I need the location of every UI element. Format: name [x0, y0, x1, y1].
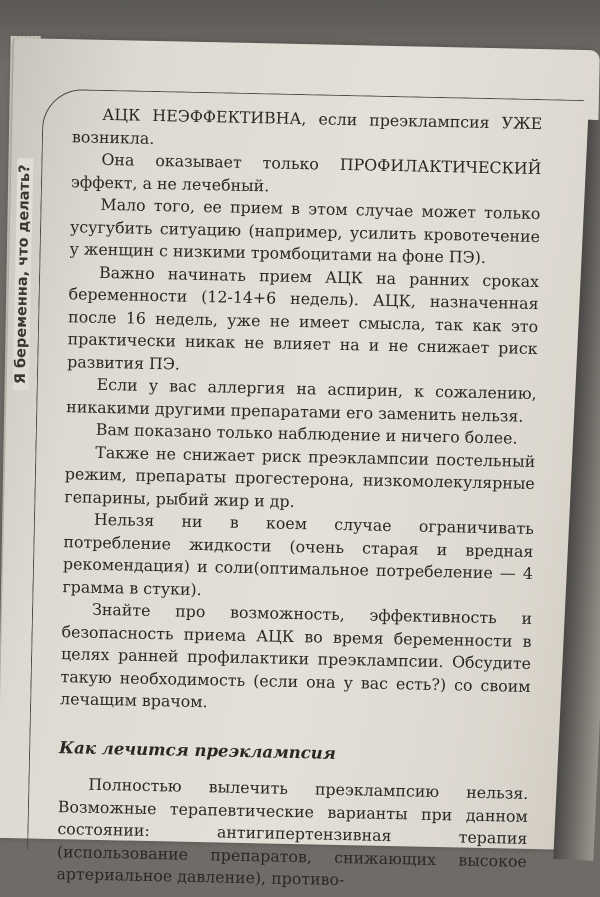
- paragraph: Если у вас аллергия на аспирин, к сожалению, никакими другими препаратами его заменить нельзя.: [66, 374, 537, 426]
- paragraph: Также не снижает риск преэклампсии постельный режим, препараты прогестерона, низкомолекулярные гепарины, рыбий жир и др.: [64, 442, 536, 511]
- paragraph: АЦК НЕЭФФЕКТИВНА, если преэклампсия УЖЕ возникла.: [71, 104, 543, 148]
- book-page: [0, 38, 600, 890]
- running-head: Я беременна, что делать?: [13, 158, 34, 390]
- paragraph: Важно начинать прием АЦК на ранних сроках беременности (12-14+6 недель). АЦК, назначенная после 16 недель, уже не имеет смысла, так как это практически никак не влияет на и не снижает риск развития ПЭ.: [67, 262, 540, 374]
- paragraph: Знайте про возможность, эффективность и безопасность приема АЦК во время беременности в целях ранней профилактики преэклампсии. Обсудите такую необходимость (если она у вас есть?) со своим лечащим врачом.: [59, 599, 533, 712]
- paragraph: Вам показано только наблюдение и ничего более.: [95, 419, 518, 448]
- section-heading: Как лечится преэклампсия: [58, 737, 337, 763]
- paragraph: Полностью вылечить преэклампсию нельзя. Возможные терапевтические варианты при данном состоянии: антигипертензивная терапия (использование препаратов, снижающих высокое артериальное давление), противо-: [56, 774, 529, 890]
- paragraph: Мало того, ее прием в этом случае может только усугубить ситуацию (например, усилить кровотечение у женщин с низкими тромбоцитами на фоне ПЭ).: [69, 194, 541, 267]
- paragraph: Она оказывает только ПРОФИЛАКТИЧЕСКИЙ эффект, а не лечебный.: [70, 149, 542, 195]
- paragraph: Нельзя ни в коем случае ограничивать потребление жидкости (очень старая и вредная рекомендация) и соли(оптимальное потребеление — 4 грамма в стуки).: [62, 509, 535, 599]
- body-text: [56, 103, 542, 895]
